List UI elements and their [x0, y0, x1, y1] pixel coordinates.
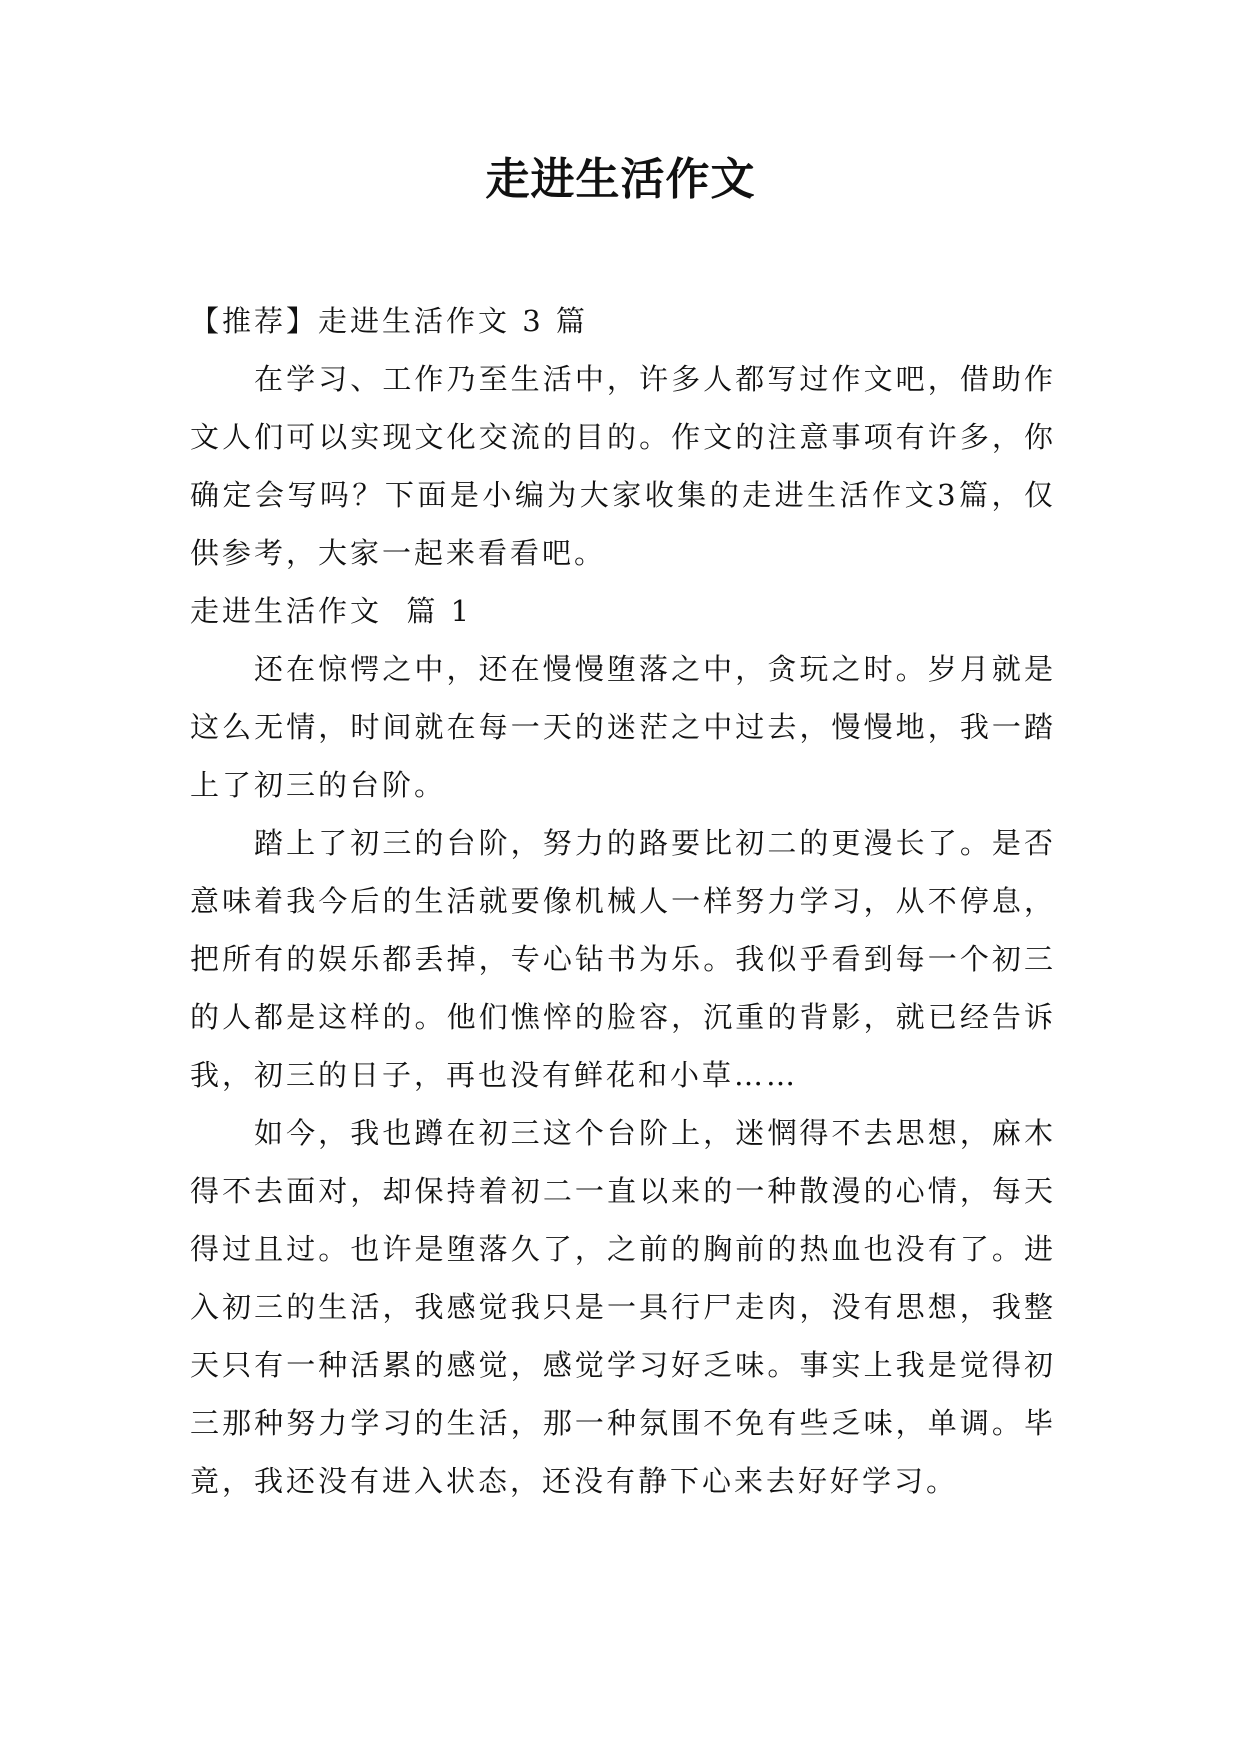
document-body — [190, 292, 1056, 1510]
body-paragraph-3: 如今，我也蹲在初三这个台阶上，迷惘得不去思想，麻木得不去面对，却保持着初二一直以来的一种散漫的心情，每天得过且过。也许是堕落久了，之前的胸前的热血也没有了。进入初三的生活，我感觉我只是一具行尸走肉，没有思想，我整天只有一种活累的感觉，感觉学习好乏味。事实上我是觉得初三那种努力学习的生活，那一种氛围不免有些乏味，单调。毕竟，我还没有进入状态，还没有静下心来去好好学习。 — [190, 1116, 1056, 1498]
body-paragraph-1: 还在惊愕之中，还在慢慢堕落之中，贪玩之时。岁月就是这么无情，时间就在每一天的迷茫之中过去，慢慢地，我一踏上了初三的台阶。 — [190, 652, 1056, 802]
section-heading: 走进生活作文 篇 1 — [190, 594, 473, 628]
body-paragraph-2: 踏上了初三的台阶，努力的路要比初二的更漫长了。是否意味着我今后的生活就要像机械人一样努力学习，从不停息，把所有的娱乐都丢掉，专心钻书为乐。我似乎看到每一个初三的人都是这样的。他们憔悴的脸容，沉重的背影，就已经告诉我，初三的日子，再也没有鲜花和小草…… — [190, 826, 1056, 1092]
recommend-line: 【推荐】走进生活作文 3 篇 — [190, 304, 588, 338]
document-title: 走进生活作文 — [485, 154, 756, 205]
intro-paragraph: 在学习、工作乃至生活中，许多人都写过作文吧，借助作文人们可以实现文化交流的目的。作文的注意事项有许多，你确定会写吗？下面是小编为大家收集的走进生活作文3篇，仅供参考，大家一起来看看吧。 — [190, 362, 1056, 570]
